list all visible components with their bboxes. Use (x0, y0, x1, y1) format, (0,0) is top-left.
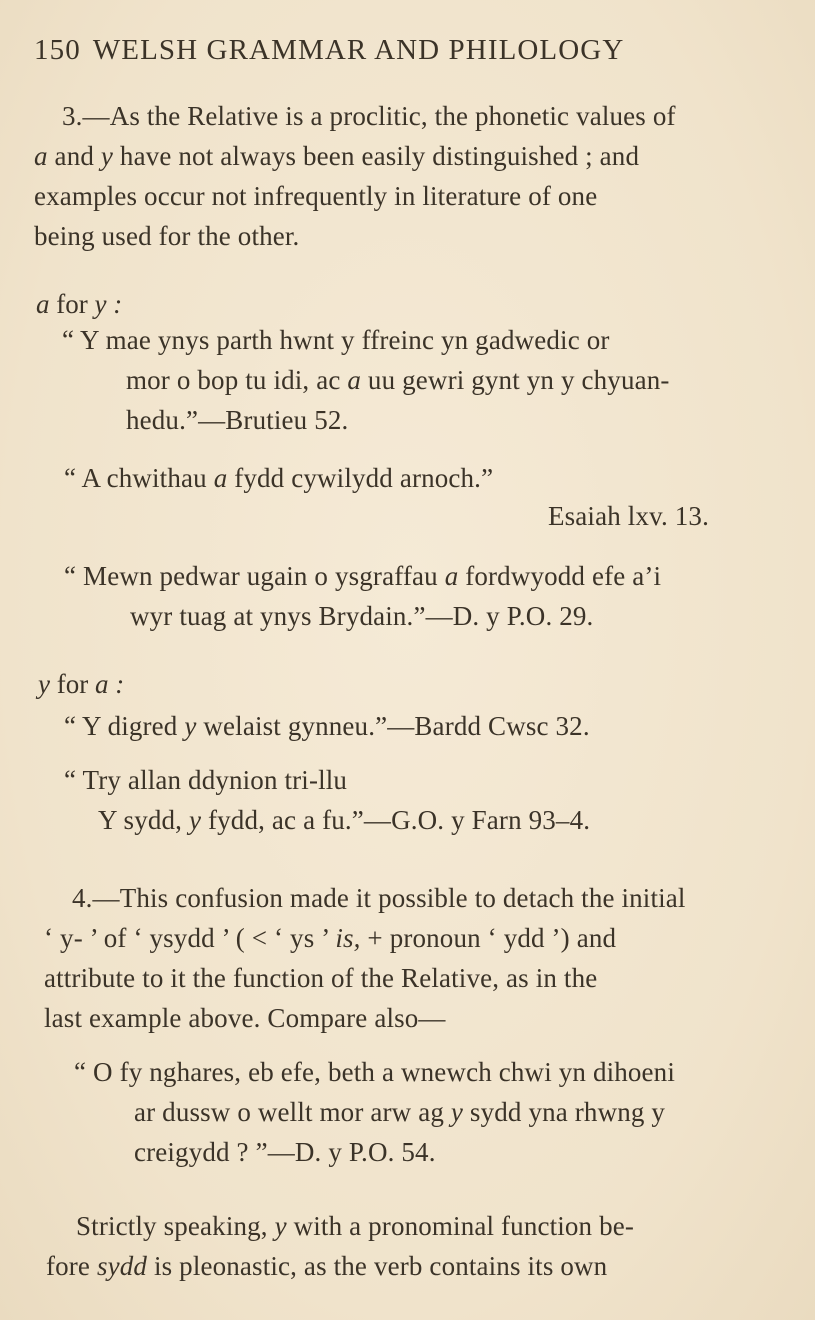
italic-a: a (213, 463, 228, 493)
text: “ A chwithau (64, 463, 214, 493)
text: uu gewri gynt yn y chyuan- (361, 365, 670, 395)
section4-line4: last example above. Compare also— (44, 1003, 446, 1033)
text: “ Mewn pedwar ugain o ysgraffau (64, 561, 445, 591)
italic-sydd: sydd (96, 1251, 148, 1281)
section3-line1: 3.—As the Relative is a proclitic, the phonetic values of (62, 101, 676, 131)
text: ar dussw o wellt mor arw ag (134, 1097, 451, 1127)
section3-line3: examples occur not infrequently in literature of one (34, 181, 598, 211)
section3-line2 (34, 140, 639, 172)
italic-a: a (34, 141, 48, 171)
italic-y: y (450, 1097, 464, 1127)
example3-line1 (64, 560, 661, 592)
italic-is: is, (335, 923, 361, 953)
section3-line4: being used for the other. (34, 221, 300, 251)
text: fydd, ac a fu.”—G.O. y Farn 93–4. (201, 805, 591, 835)
italic-y: y (38, 669, 50, 699)
example3-line2: wyr tuag at ynys Brydain.”—D. y P.O. 29. (130, 601, 594, 631)
text: fydd cywilydd arnoch.” (227, 463, 494, 493)
example2-line1 (64, 462, 493, 494)
text: with a pronominal function be- (286, 1211, 635, 1241)
italic-a: a : (94, 669, 125, 699)
closing-line1 (76, 1210, 634, 1242)
text: for (49, 669, 95, 699)
section4-line1: 4.—This confusion made it possible to detach the initial (72, 883, 686, 913)
text: is pleonastic, as the verb contains its own (147, 1251, 608, 1281)
y-for-a-heading (38, 668, 124, 700)
italic-y: y (184, 711, 197, 741)
section4-line2 (44, 922, 616, 954)
italic-y: y (100, 141, 114, 171)
quote-line1: “ O fy nghares, eb efe, beth a wnewch chwi yn dihoeni (74, 1057, 675, 1087)
example1-line3: hedu.”—Brutieu 52. (126, 405, 349, 435)
text: sydd yna rhwng y (463, 1097, 666, 1127)
example5-line2 (98, 804, 590, 836)
example1-line1: “ Y mae ynys parth hwnt y ffreinc yn gadwedic or (62, 325, 610, 355)
page-number: 150 (34, 34, 81, 66)
header-title: WELSH GRAMMAR AND PHILOLOGY (92, 34, 625, 66)
a-for-y-heading (36, 288, 122, 320)
quote-line3: creigydd ? ”—D. y P.O. 54. (134, 1137, 436, 1167)
italic-a: a (347, 365, 362, 395)
text: fordwyodd efe a’i (458, 561, 662, 591)
text: Strictly speaking, (76, 1211, 275, 1241)
running-header (34, 34, 624, 67)
closing-line2 (46, 1250, 607, 1282)
section4-line3: attribute to it the function of the Relative, as in the (44, 963, 598, 993)
text: ‘ y- ’ of ‘ ysydd ’ ( < ‘ ys ’ (44, 923, 336, 953)
italic-y: y (274, 1211, 287, 1241)
example5-line1: “ Try allan ddynion tri-llu (64, 765, 348, 795)
text: and (47, 141, 101, 171)
text: mor o bop tu idi, ac (126, 365, 348, 395)
italic-y: y (188, 805, 202, 835)
italic-a: a (36, 289, 50, 319)
example1-line2 (126, 364, 670, 396)
text: Y sydd, (98, 805, 189, 835)
italic-a: a (444, 561, 459, 591)
text: welaist gynneu.”—Bardd Cwsc 32. (196, 711, 590, 741)
text: fore (46, 1251, 97, 1281)
quote-line2 (134, 1096, 665, 1128)
italic-y: y : (94, 289, 123, 319)
text: have not always been easily distinguished ; and (113, 141, 640, 171)
text: for (49, 289, 95, 319)
example4-line (64, 710, 590, 742)
example2-reference: Esaiah lxv. 13. (548, 501, 709, 531)
text: + pronoun ‘ ydd ’) and (360, 923, 617, 953)
text: “ Y digred (64, 711, 185, 741)
